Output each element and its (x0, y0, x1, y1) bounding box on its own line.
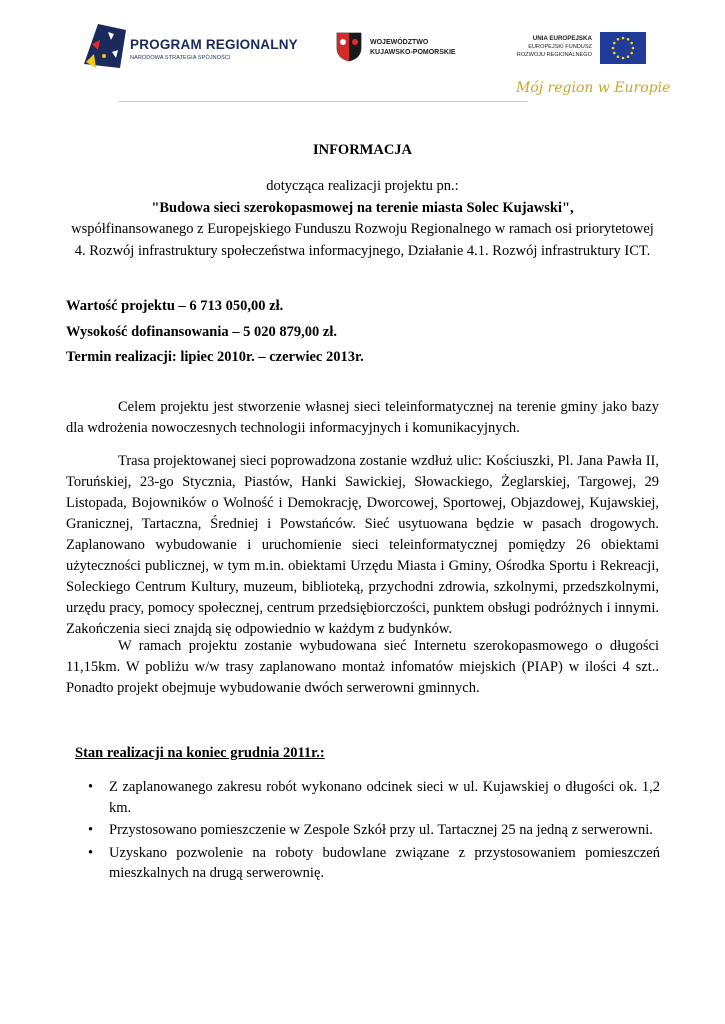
program-regionalny-logo (84, 24, 298, 78)
bullet-icon: • (88, 844, 94, 861)
project-intro (60, 176, 665, 262)
eu-flag-icon (600, 32, 646, 64)
project-deadline: Termin realizacji: lipiec 2010r. – czerwiec 2013r. (66, 349, 364, 365)
coat-of-arms-icon (336, 32, 362, 62)
program-regionalny-emblem-icon (84, 24, 126, 76)
intro-line: współfinansowanego z Europejskiego Funduszu Rozwoju Regionalnego w ramach osi priorytetowej (71, 221, 654, 237)
paragraph-text: Celem projektu jest stworzenie własnej sieci teleinformatycznej na terenie gminy jako bazy dla wdrożenia nowoczesnych technologii informacyjnych i komunikacyjnych. (66, 399, 659, 436)
bullet-icon: • (88, 822, 94, 838)
motto: Mój region w Europie (516, 80, 671, 96)
program-regionalny-title: PROGRAM REGIONALNY (130, 37, 298, 52)
unia-europejska-logo (514, 32, 646, 66)
wojewodztwo-label: WOJEWÓDZTWO (370, 39, 429, 46)
paragraph-route (66, 451, 659, 640)
list-item (84, 820, 660, 841)
status-list (84, 777, 660, 886)
wojewodztwo-name: KUJAWSKO-POMORSKIE (370, 49, 456, 56)
bullet-icon: • (88, 779, 94, 795)
page-header (0, 0, 725, 110)
program-regionalny-subtitle: NARODOWA STRATEGIA SPÓJNOŚCI (130, 55, 231, 61)
paragraph-goal (66, 397, 659, 439)
eu-title: UNIA EUROPEJSKA (532, 35, 592, 42)
eu-fund-line2: ROZWOJU REGIONALNEGO (516, 52, 592, 58)
intro-line: 4. Rozwój infrastruktury społeczeństwa informacyjnego, Działanie 4.1. Rozwój infrastruktury ICT. (74, 242, 651, 259)
list-item (84, 777, 660, 818)
project-name: "Budowa sieci szerokopasmowej na terenie miasta Solec Kujawski", (151, 199, 574, 216)
paragraph-text: W ramach projektu zostanie wybudowana sieć Internetu szerokopasmowego o długości 11,15km. W pobliżu w/w trasy zaplanowano montaż infomatów miejskich (PIAP) w ilości 4 szt.. Ponadto projekt obejmuje wybudowanie dwóch serwerowni gminnych. (66, 638, 659, 696)
paragraph-scope (66, 636, 659, 699)
list-item-text: Przystosowano pomieszczenie w Zespole Szkół przy ul. Tartacznej 25 na jedną z serwerowni. (109, 822, 653, 838)
project-funding: Wysokość dofinansowania – 5 020 879,00 zł. (66, 323, 337, 340)
paragraph-text: Trasa projektowanej sieci poprowadzona zostanie wzdłuż ulic: Kościuszki, Pl. Jana Pawła II, Toruńskiej, 23-go Stycznia, Piastów, Hanki Sawickiej, Słowackiego, Żeglarskiej, Targowej, 29 Listopada, Bojowników o Wolność i Demokrację, Dworcowej, Sportowej, Objazdowej, Kujawskiej, Granicznej, Tartaczna, Średniej i Powstańców. Sieć usytuowana będzie w pasach drogowych. Zaplanowano wybudowanie i uruchomienie sieci teleinformatycznej pomiędzy 26 obiektami użyteczności publicznej, w tym m.in. obiektami Urzędu Miasta i Gminy, Ośrodka Sportu i Rekreacji, Soleckiego Centrum Kultury, muzeum, biblioteką, przychodni zdrowia, szkolnymi, przedszkolnymi, urzędu pracy, pomocy społecznej, centrum przedsiębiorczości, punktem obsługi podróżnych i innymi. Zakończenia sieci znajdą się odpowiednio w każdym z budynków. (66, 453, 659, 637)
list-item (84, 843, 660, 884)
header-divider (118, 101, 528, 102)
wojewodztwo-logo (336, 32, 486, 66)
project-facts (66, 294, 364, 371)
intro-line: dotycząca realizacji projektu pn.: (266, 178, 459, 194)
list-item-text: Uzyskano pozwolenie na roboty budowlane związane z przystosowaniem pomieszczeń mieszkalnych na drugą serwerownię. (109, 844, 660, 881)
project-value: Wartość projektu – 6 713 050,00 zł. (66, 298, 284, 314)
status-heading: Stan realizacji na koniec grudnia 2011r.: (75, 745, 325, 761)
list-item-text: Z zaplanowanego zakresu robót wykonano odcinek sieci w ul. Kujawskiej o długości ok. 1,2 km. (109, 779, 660, 816)
eu-fund-line1: EUROPEJSKI FUNDUSZ (528, 44, 592, 50)
document-title: INFORMACJA (312, 142, 413, 158)
